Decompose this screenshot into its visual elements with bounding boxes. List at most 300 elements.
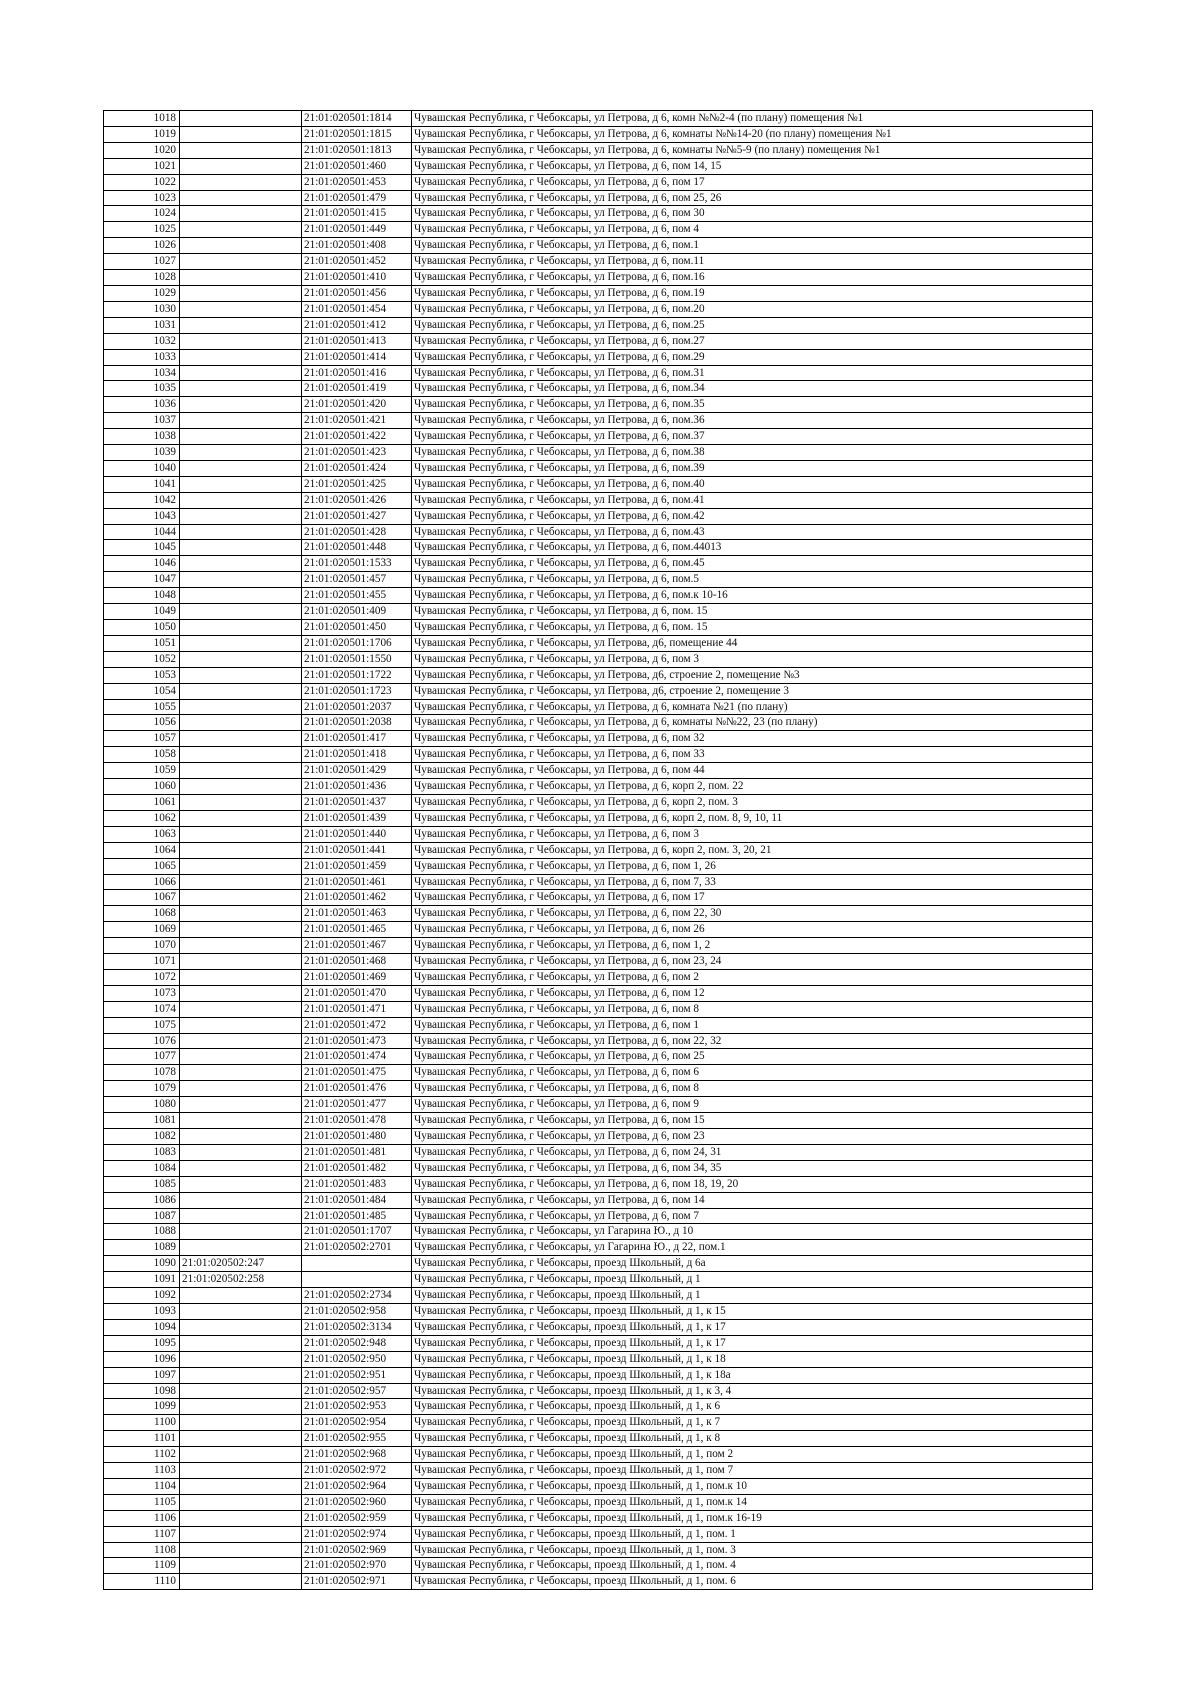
row-number-cell: 1088 (104, 1224, 180, 1240)
row-number-cell: 1054 (104, 683, 180, 699)
premises-cadastral-number-cell: 21:01:020501:455 (302, 588, 412, 604)
land-cadastral-number-cell (180, 747, 302, 763)
land-cadastral-number-cell (180, 413, 302, 429)
row-number-cell: 1058 (104, 747, 180, 763)
address-cell: Чувашская Республика, г Чебоксары, ул Петрова, д 6, комн №№2-4 (по плану) помещения №1 (412, 111, 1093, 127)
premises-cadastral-number-cell (302, 1272, 412, 1288)
land-cadastral-number-cell (180, 445, 302, 461)
land-cadastral-number-cell (180, 1383, 302, 1399)
land-cadastral-number-cell (180, 397, 302, 413)
land-cadastral-number-cell (180, 1144, 302, 1160)
land-cadastral-number-cell (180, 190, 302, 206)
row-number-cell: 1082 (104, 1129, 180, 1145)
row-number-cell: 1107 (104, 1526, 180, 1542)
row-number-cell: 1073 (104, 985, 180, 1001)
land-cadastral-number-cell (180, 460, 302, 476)
premises-cadastral-number-cell: 21:01:020502:2701 (302, 1240, 412, 1256)
premises-cadastral-number-cell: 21:01:020501:428 (302, 524, 412, 540)
premises-cadastral-number-cell: 21:01:020501:469 (302, 969, 412, 985)
premises-cadastral-number-cell: 21:01:020501:459 (302, 858, 412, 874)
address-cell: Чувашская Республика, г Чебоксары, ул Петрова, д 6, пом 2 (412, 969, 1093, 985)
row-number-cell: 1034 (104, 365, 180, 381)
premises-cadastral-number-cell: 21:01:020502:959 (302, 1510, 412, 1526)
land-cadastral-number-cell (180, 222, 302, 238)
land-cadastral-number-cell (180, 556, 302, 572)
address-cell: Чувашская Республика, г Чебоксары, ул Гагарина Ю., д 10 (412, 1224, 1093, 1240)
premises-cadastral-number-cell: 21:01:020501:2037 (302, 699, 412, 715)
land-cadastral-number-cell (180, 667, 302, 683)
address-cell: Чувашская Республика, г Чебоксары, ул Петрова, д 6, корп 2, пом. 3 (412, 794, 1093, 810)
land-cadastral-number-cell (180, 1129, 302, 1145)
row-number-cell: 1052 (104, 651, 180, 667)
address-cell: Чувашская Республика, г Чебоксары, ул Петрова, д 6, пом 14 (412, 1192, 1093, 1208)
premises-cadastral-number-cell: 21:01:020501:460 (302, 158, 412, 174)
table-row (104, 1478, 1093, 1494)
table-row (104, 1001, 1093, 1017)
table-row (104, 365, 1093, 381)
address-cell: Чувашская Республика, г Чебоксары, ул Петрова, д 6, пом.к 10-16 (412, 588, 1093, 604)
row-number-cell: 1071 (104, 954, 180, 970)
table-row (104, 1129, 1093, 1145)
address-cell: Чувашская Республика, г Чебоксары, ул Петрова, д 6, пом.29 (412, 349, 1093, 365)
address-cell: Чувашская Республика, г Чебоксары, ул Петрова, д 6, пом 23 (412, 1129, 1093, 1145)
address-cell: Чувашская Республика, г Чебоксары, проезд Школьный, д 1, к 15 (412, 1303, 1093, 1319)
premises-cadastral-number-cell: 21:01:020502:951 (302, 1367, 412, 1383)
land-cadastral-number-cell (180, 651, 302, 667)
row-number-cell: 1028 (104, 270, 180, 286)
row-number-cell: 1045 (104, 540, 180, 556)
premises-cadastral-number-cell (302, 1256, 412, 1272)
address-cell: Чувашская Республика, г Чебоксары, ул Петрова, д 6, комната №21 (по плану) (412, 699, 1093, 715)
table-row (104, 142, 1093, 158)
address-cell: Чувашская Республика, г Чебоксары, ул Петрова, д 6, пом.1 (412, 238, 1093, 254)
row-number-cell: 1035 (104, 381, 180, 397)
row-number-cell: 1051 (104, 635, 180, 651)
row-number-cell: 1109 (104, 1558, 180, 1574)
row-number-cell: 1055 (104, 699, 180, 715)
land-cadastral-number-cell (180, 1049, 302, 1065)
table-row (104, 524, 1093, 540)
address-cell: Чувашская Республика, г Чебоксары, ул Петрова, д 6, пом. 15 (412, 620, 1093, 636)
table-row (104, 1447, 1093, 1463)
land-cadastral-number-cell (180, 1542, 302, 1558)
land-cadastral-number-cell (180, 126, 302, 142)
land-cadastral-number-cell (180, 1351, 302, 1367)
table-row (104, 1240, 1093, 1256)
address-cell: Чувашская Республика, г Чебоксары, ул Петрова, д 6, пом.5 (412, 572, 1093, 588)
premises-cadastral-number-cell: 21:01:020501:463 (302, 906, 412, 922)
row-number-cell: 1048 (104, 588, 180, 604)
premises-cadastral-number-cell: 21:01:020502:3134 (302, 1319, 412, 1335)
address-cell: Чувашская Республика, г Чебоксары, ул Петрова, д 6, пом.27 (412, 333, 1093, 349)
table-row (104, 1574, 1093, 1590)
table-row (104, 572, 1093, 588)
premises-cadastral-number-cell: 21:01:020502:970 (302, 1558, 412, 1574)
address-cell: Чувашская Республика, г Чебоксары, ул Петрова, д 6, пом 1, 26 (412, 858, 1093, 874)
row-number-cell: 1085 (104, 1176, 180, 1192)
land-cadastral-number-cell (180, 1494, 302, 1510)
land-cadastral-number-cell (180, 1510, 302, 1526)
row-number-cell: 1097 (104, 1367, 180, 1383)
table-row (104, 254, 1093, 270)
address-cell: Чувашская Республика, г Чебоксары, ул Петрова, д 6, пом. 15 (412, 604, 1093, 620)
row-number-cell: 1042 (104, 492, 180, 508)
premises-cadastral-number-cell: 21:01:020501:424 (302, 460, 412, 476)
row-number-cell: 1069 (104, 922, 180, 938)
address-cell: Чувашская Республика, г Чебоксары, проезд Школьный, д 1, пом. 3 (412, 1542, 1093, 1558)
address-cell: Чувашская Республика, г Чебоксары, ул Петрова, д 6, пом 18, 19, 20 (412, 1176, 1093, 1192)
table-row (104, 922, 1093, 938)
premises-cadastral-number-cell: 21:01:020501:468 (302, 954, 412, 970)
table-row (104, 890, 1093, 906)
land-cadastral-number-cell (180, 1319, 302, 1335)
address-cell: Чувашская Республика, г Чебоксары, ул Петрова, д 6, пом.41 (412, 492, 1093, 508)
land-cadastral-number-cell (180, 1415, 302, 1431)
premises-cadastral-number-cell: 21:01:020501:481 (302, 1144, 412, 1160)
premises-cadastral-number-cell: 21:01:020501:419 (302, 381, 412, 397)
land-cadastral-number-cell (180, 540, 302, 556)
premises-cadastral-number-cell: 21:01:020501:480 (302, 1129, 412, 1145)
land-cadastral-number-cell (180, 874, 302, 890)
table-row (104, 1256, 1093, 1272)
table-row (104, 1160, 1093, 1176)
table-row (104, 206, 1093, 222)
address-cell: Чувашская Республика, г Чебоксары, ул Петрова, д 6, пом 17 (412, 174, 1093, 190)
address-cell: Чувашская Республика, г Чебоксары, ул Петрова, д 6, корп 2, пом. 22 (412, 779, 1093, 795)
table-row (104, 1558, 1093, 1574)
land-cadastral-number-cell (180, 1478, 302, 1494)
table-row (104, 381, 1093, 397)
premises-cadastral-number-cell: 21:01:020501:484 (302, 1192, 412, 1208)
address-cell: Чувашская Республика, г Чебоксары, ул Петрова, д 6, пом 32 (412, 731, 1093, 747)
row-number-cell: 1095 (104, 1335, 180, 1351)
premises-cadastral-number-cell: 21:01:020501:1706 (302, 635, 412, 651)
address-cell: Чувашская Республика, г Чебоксары, ул Петрова, д 6, пом.38 (412, 445, 1093, 461)
row-number-cell: 1063 (104, 826, 180, 842)
row-number-cell: 1022 (104, 174, 180, 190)
table-row (104, 858, 1093, 874)
table-row (104, 556, 1093, 572)
table-row (104, 667, 1093, 683)
table-row (104, 969, 1093, 985)
table-row (104, 985, 1093, 1001)
premises-cadastral-number-cell: 21:01:020501:414 (302, 349, 412, 365)
row-number-cell: 1103 (104, 1463, 180, 1479)
row-number-cell: 1098 (104, 1383, 180, 1399)
land-cadastral-number-cell (180, 1431, 302, 1447)
address-cell: Чувашская Республика, г Чебоксары, ул Петрова, д 6, пом.42 (412, 508, 1093, 524)
table-row (104, 1049, 1093, 1065)
premises-cadastral-number-cell: 21:01:020501:410 (302, 270, 412, 286)
land-cadastral-number-cell (180, 1081, 302, 1097)
address-cell: Чувашская Республика, г Чебоксары, ул Петрова, д 6, пом 1 (412, 1017, 1093, 1033)
premises-cadastral-number-cell: 21:01:020501:474 (302, 1049, 412, 1065)
row-number-cell: 1110 (104, 1574, 180, 1590)
premises-cadastral-number-cell: 21:01:020501:465 (302, 922, 412, 938)
land-cadastral-number-cell (180, 779, 302, 795)
address-cell: Чувашская Республика, г Чебоксары, ул Петрова, д 6, пом 30 (412, 206, 1093, 222)
address-cell: Чувашская Республика, г Чебоксары, проезд Школьный, д 1, к 3, 4 (412, 1383, 1093, 1399)
address-cell: Чувашская Республика, г Чебоксары, проезд Школьный, д 1, к 18 (412, 1351, 1093, 1367)
table-row (104, 620, 1093, 636)
row-number-cell: 1021 (104, 158, 180, 174)
table-row (104, 492, 1093, 508)
address-cell: Чувашская Республика, г Чебоксары, ул Петрова, д 6, пом 23, 24 (412, 954, 1093, 970)
address-cell: Чувашская Республика, г Чебоксары, ул Петрова, д 6, пом 26 (412, 922, 1093, 938)
premises-cadastral-number-cell: 21:01:020501:440 (302, 826, 412, 842)
address-cell: Чувашская Республика, г Чебоксары, ул Петрова, д 6, пом.34 (412, 381, 1093, 397)
address-cell: Чувашская Республика, г Чебоксары, проезд Школьный, д 1 (412, 1288, 1093, 1304)
row-number-cell: 1067 (104, 890, 180, 906)
row-number-cell: 1025 (104, 222, 180, 238)
address-cell: Чувашская Республика, г Чебоксары, ул Петрова, д 6, корп 2, пом. 8, 9, 10, 11 (412, 810, 1093, 826)
premises-cadastral-number-cell: 21:01:020502:950 (302, 1351, 412, 1367)
row-number-cell: 1105 (104, 1494, 180, 1510)
row-number-cell: 1092 (104, 1288, 180, 1304)
land-cadastral-number-cell (180, 1033, 302, 1049)
table-row (104, 1081, 1093, 1097)
premises-cadastral-number-cell: 21:01:020501:1813 (302, 142, 412, 158)
premises-cadastral-number-cell: 21:01:020501:454 (302, 301, 412, 317)
address-cell: Чувашская Республика, г Чебоксары, ул Петрова, д 6, пом 17 (412, 890, 1093, 906)
table-row (104, 651, 1093, 667)
address-cell: Чувашская Республика, г Чебоксары, проезд Школьный, д 1, пом.к 14 (412, 1494, 1093, 1510)
address-cell: Чувашская Республика, г Чебоксары, проезд Школьный, д 1, пом 2 (412, 1447, 1093, 1463)
row-number-cell: 1079 (104, 1081, 180, 1097)
table-row (104, 1367, 1093, 1383)
address-cell: Чувашская Республика, г Чебоксары, проезд Школьный, д 1, к 7 (412, 1415, 1093, 1431)
premises-cadastral-number-cell: 21:01:020502:969 (302, 1542, 412, 1558)
row-number-cell: 1047 (104, 572, 180, 588)
land-cadastral-number-cell (180, 731, 302, 747)
table-row (104, 794, 1093, 810)
table-row (104, 397, 1093, 413)
row-number-cell: 1041 (104, 476, 180, 492)
table-row (104, 604, 1093, 620)
land-cadastral-number-cell (180, 1367, 302, 1383)
address-cell: Чувашская Республика, г Чебоксары, ул Петрова, д 6, пом.45 (412, 556, 1093, 572)
land-cadastral-number-cell (180, 270, 302, 286)
land-cadastral-number-cell (180, 508, 302, 524)
address-cell: Чувашская Республика, г Чебоксары, ул Петрова, д 6, пом 8 (412, 1001, 1093, 1017)
row-number-cell: 1046 (104, 556, 180, 572)
row-number-cell: 1076 (104, 1033, 180, 1049)
table-row (104, 683, 1093, 699)
table-row (104, 1399, 1093, 1415)
premises-cadastral-number-cell: 21:01:020501:421 (302, 413, 412, 429)
table-row (104, 1542, 1093, 1558)
row-number-cell: 1100 (104, 1415, 180, 1431)
land-cadastral-number-cell (180, 238, 302, 254)
row-number-cell: 1044 (104, 524, 180, 540)
address-cell: Чувашская Республика, г Чебоксары, ул Петрова, д 6, пом.16 (412, 270, 1093, 286)
table-row (104, 301, 1093, 317)
row-number-cell: 1081 (104, 1113, 180, 1129)
address-cell: Чувашская Республика, г Чебоксары, проезд Школьный, д 1, к 17 (412, 1335, 1093, 1351)
table-row (104, 1463, 1093, 1479)
address-cell: Чувашская Республика, г Чебоксары, ул Петрова, д 6, пом 44 (412, 763, 1093, 779)
table-row (104, 1383, 1093, 1399)
premises-cadastral-number-cell: 21:01:020501:456 (302, 285, 412, 301)
property-registry-table (103, 110, 1093, 1590)
premises-cadastral-number-cell: 21:01:020501:1707 (302, 1224, 412, 1240)
row-number-cell: 1061 (104, 794, 180, 810)
premises-cadastral-number-cell: 21:01:020501:409 (302, 604, 412, 620)
premises-cadastral-number-cell: 21:01:020502:954 (302, 1415, 412, 1431)
address-cell: Чувашская Республика, г Чебоксары, ул Петрова, д 6, пом.37 (412, 429, 1093, 445)
premises-cadastral-number-cell: 21:01:020501:449 (302, 222, 412, 238)
land-cadastral-number-cell (180, 1192, 302, 1208)
land-cadastral-number-cell (180, 1208, 302, 1224)
premises-cadastral-number-cell: 21:01:020501:437 (302, 794, 412, 810)
land-cadastral-number-cell (180, 1447, 302, 1463)
land-cadastral-number-cell (180, 158, 302, 174)
address-cell: Чувашская Республика, г Чебоксары, ул Петрова, д 6, пом.19 (412, 285, 1093, 301)
land-cadastral-number-cell (180, 588, 302, 604)
land-cadastral-number-cell (180, 890, 302, 906)
table-row (104, 1431, 1093, 1447)
land-cadastral-number-cell (180, 1240, 302, 1256)
address-cell: Чувашская Республика, г Чебоксары, ул Петрова, д 6, пом 25, 26 (412, 190, 1093, 206)
table-row (104, 1415, 1093, 1431)
land-cadastral-number-cell (180, 1463, 302, 1479)
row-number-cell: 1089 (104, 1240, 180, 1256)
table-row (104, 1208, 1093, 1224)
land-cadastral-number-cell (180, 317, 302, 333)
table-body (104, 111, 1093, 1590)
address-cell: Чувашская Республика, г Чебоксары, ул Петрова, д 6, пом.35 (412, 397, 1093, 413)
table-row (104, 1176, 1093, 1192)
address-cell: Чувашская Республика, г Чебоксары, проезд Школьный, д 1, пом 7 (412, 1463, 1093, 1479)
land-cadastral-number-cell (180, 938, 302, 954)
row-number-cell: 1031 (104, 317, 180, 333)
premises-cadastral-number-cell: 21:01:020501:408 (302, 238, 412, 254)
premises-cadastral-number-cell: 21:01:020501:418 (302, 747, 412, 763)
row-number-cell: 1060 (104, 779, 180, 795)
address-cell: Чувашская Республика, г Чебоксары, проезд Школьный, д 1, пом. 6 (412, 1574, 1093, 1590)
table-row (104, 1510, 1093, 1526)
table-row (104, 1017, 1093, 1033)
row-number-cell: 1049 (104, 604, 180, 620)
row-number-cell: 1102 (104, 1447, 180, 1463)
table-row (104, 1303, 1093, 1319)
land-cadastral-number-cell (180, 349, 302, 365)
row-number-cell: 1032 (104, 333, 180, 349)
land-cadastral-number-cell (180, 333, 302, 349)
premises-cadastral-number-cell: 21:01:020501:429 (302, 763, 412, 779)
table-row (104, 460, 1093, 476)
table-row (104, 954, 1093, 970)
land-cadastral-number-cell (180, 794, 302, 810)
address-cell: Чувашская Республика, г Чебоксары, ул Петрова, д 6, пом.44013 (412, 540, 1093, 556)
table-row (104, 158, 1093, 174)
premises-cadastral-number-cell: 21:01:020501:422 (302, 429, 412, 445)
premises-cadastral-number-cell: 21:01:020501:452 (302, 254, 412, 270)
land-cadastral-number-cell (180, 1017, 302, 1033)
table-row (104, 1033, 1093, 1049)
land-cadastral-number-cell (180, 1526, 302, 1542)
row-number-cell: 1019 (104, 126, 180, 142)
table-row (104, 174, 1093, 190)
land-cadastral-number-cell (180, 954, 302, 970)
address-cell: Чувашская Республика, г Чебоксары, ул Петрова, д6, строение 2, помещение №3 (412, 667, 1093, 683)
table-row (104, 1065, 1093, 1081)
address-cell: Чувашская Республика, г Чебоксары, ул Петрова, д 6, пом 3 (412, 651, 1093, 667)
land-cadastral-number-cell (180, 985, 302, 1001)
row-number-cell: 1094 (104, 1319, 180, 1335)
premises-cadastral-number-cell: 21:01:020501:426 (302, 492, 412, 508)
land-cadastral-number-cell (180, 1113, 302, 1129)
address-cell: Чувашская Республика, г Чебоксары, ул Петрова, д 6, корп 2, пом. 3, 20, 21 (412, 842, 1093, 858)
row-number-cell: 1018 (104, 111, 180, 127)
land-cadastral-number-cell (180, 301, 302, 317)
land-cadastral-number-cell (180, 365, 302, 381)
premises-cadastral-number-cell: 21:01:020501:436 (302, 779, 412, 795)
table-row (104, 540, 1093, 556)
land-cadastral-number-cell (180, 524, 302, 540)
premises-cadastral-number-cell: 21:01:020501:1723 (302, 683, 412, 699)
row-number-cell: 1038 (104, 429, 180, 445)
premises-cadastral-number-cell: 21:01:020502:948 (302, 1335, 412, 1351)
address-cell: Чувашская Республика, г Чебоксары, ул Петрова, д 6, пом 9 (412, 1097, 1093, 1113)
row-number-cell: 1040 (104, 460, 180, 476)
land-cadastral-number-cell (180, 1097, 302, 1113)
row-number-cell: 1056 (104, 715, 180, 731)
premises-cadastral-number-cell: 21:01:020501:416 (302, 365, 412, 381)
table-row (104, 285, 1093, 301)
premises-cadastral-number-cell: 21:01:020502:960 (302, 1494, 412, 1510)
row-number-cell: 1074 (104, 1001, 180, 1017)
land-cadastral-number-cell (180, 254, 302, 270)
address-cell: Чувашская Республика, г Чебоксары, ул Петрова, д 6, пом.40 (412, 476, 1093, 492)
table-row (104, 715, 1093, 731)
table-row (104, 270, 1093, 286)
land-cadastral-number-cell (180, 858, 302, 874)
address-cell: Чувашская Республика, г Чебоксары, ул Петрова, д 6, пом 33 (412, 747, 1093, 763)
premises-cadastral-number-cell: 21:01:020501:478 (302, 1113, 412, 1129)
premises-cadastral-number-cell: 21:01:020501:485 (302, 1208, 412, 1224)
table-row (104, 1144, 1093, 1160)
premises-cadastral-number-cell: 21:01:020501:476 (302, 1081, 412, 1097)
row-number-cell: 1101 (104, 1431, 180, 1447)
premises-cadastral-number-cell: 21:01:020501:1533 (302, 556, 412, 572)
table-row (104, 1494, 1093, 1510)
address-cell: Чувашская Республика, г Чебоксары, ул Петрова, д 6, пом 12 (412, 985, 1093, 1001)
table-row (104, 508, 1093, 524)
premises-cadastral-number-cell: 21:01:020502:968 (302, 1447, 412, 1463)
premises-cadastral-number-cell: 21:01:020501:439 (302, 810, 412, 826)
land-cadastral-number-cell (180, 1574, 302, 1590)
row-number-cell: 1029 (104, 285, 180, 301)
premises-cadastral-number-cell: 21:01:020501:420 (302, 397, 412, 413)
row-number-cell: 1075 (104, 1017, 180, 1033)
premises-cadastral-number-cell: 21:01:020502:964 (302, 1478, 412, 1494)
table-row (104, 1319, 1093, 1335)
land-cadastral-number-cell (180, 476, 302, 492)
land-cadastral-number-cell (180, 285, 302, 301)
address-cell: Чувашская Республика, г Чебоксары, проезд Школьный, д 6а (412, 1256, 1093, 1272)
table-row (104, 906, 1093, 922)
land-cadastral-number-cell: 21:01:020502:247 (180, 1256, 302, 1272)
land-cadastral-number-cell (180, 604, 302, 620)
land-cadastral-number-cell (180, 572, 302, 588)
land-cadastral-number-cell (180, 810, 302, 826)
table-row (104, 1272, 1093, 1288)
row-number-cell: 1024 (104, 206, 180, 222)
premises-cadastral-number-cell: 21:01:020501:417 (302, 731, 412, 747)
premises-cadastral-number-cell: 21:01:020501:470 (302, 985, 412, 1001)
premises-cadastral-number-cell: 21:01:020501:415 (302, 206, 412, 222)
